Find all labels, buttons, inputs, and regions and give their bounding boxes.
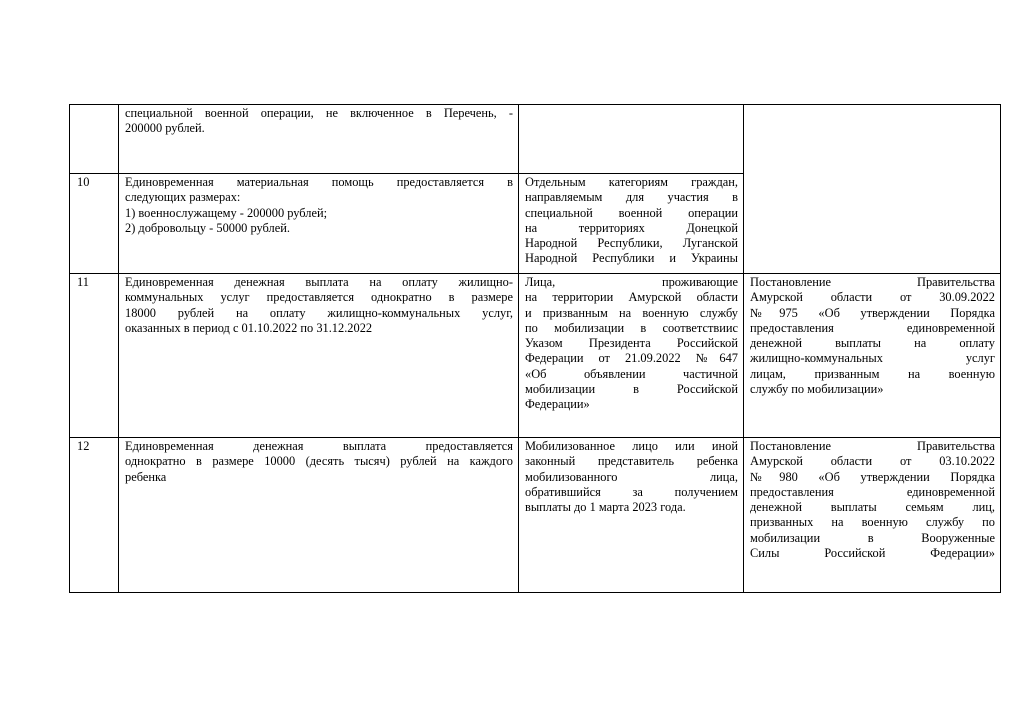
row-basis: Постановление Правительства Амурской области от 03.10.2022 №980 «Об утверждении Порядка предоставления единовременной денежной выплаты семьям лиц, призванных на военную службу по мобилизации в Вооруженные Силы Российской Федерации» bbox=[744, 438, 1001, 593]
table-row bbox=[70, 438, 1001, 593]
row-description: Единовременная денежная выплата на оплату жилищно- коммунальных услуг предоставляется однократно в размере 18000 рублей на оплату жилищно-коммунальных услуг, оказанных в период с 01.10.2022 по 31.12.2022 bbox=[119, 274, 519, 438]
row-description: Единовременная материальная помощь предоставляется в следующих размерах: 1) военнослужащему - 200000 рублей; 2) добровольцу - 50000 рублей. bbox=[119, 174, 519, 274]
row-recipients: Отдельным категориям граждан, направляемым для участия в специальной военной операции на территориях Донецкой Народной Республики, Луганской Народной Республики и Украины bbox=[519, 174, 744, 274]
row-basis: Постановление Правительства Амурской области от 30.09.2022 №975 «Об утверждении Порядка предоставления единовременной денежной выплаты на оплату жилищно-коммунальных услуг лицам, призванным на военную службу по мобилизации» bbox=[744, 274, 1001, 438]
table-row bbox=[70, 105, 1001, 174]
row-number: 12 bbox=[70, 438, 119, 593]
benefits-table bbox=[69, 104, 1001, 593]
row-number bbox=[70, 105, 119, 174]
row-number: 10 bbox=[70, 174, 119, 274]
table-row bbox=[70, 274, 1001, 438]
row-recipients bbox=[519, 105, 744, 174]
row-number: 11 bbox=[70, 274, 119, 438]
row-recipients: Лица, проживающие на территории Амурской области и призванным на военную службу по мобилизации в соответствиис Указом Президента Российской Федерации от 21.09.2022 №647 «Об объявлении частичной мобилизации в Российской Федерации» bbox=[519, 274, 744, 438]
row-basis bbox=[744, 105, 1001, 274]
row-description: специальной военной операции, не включенное в Перечень, - 200000 рублей. bbox=[119, 105, 519, 174]
row-description: Единовременная денежная выплата предоставляется однократно в размере 10000 (десять тысяч) рублей на каждого ребенка bbox=[119, 438, 519, 593]
row-recipients: Мобилизованное лицо или иной законный представитель ребенка мобилизованного лица, обратившийся за получением выплаты до 1 марта 2023 года. bbox=[519, 438, 744, 593]
